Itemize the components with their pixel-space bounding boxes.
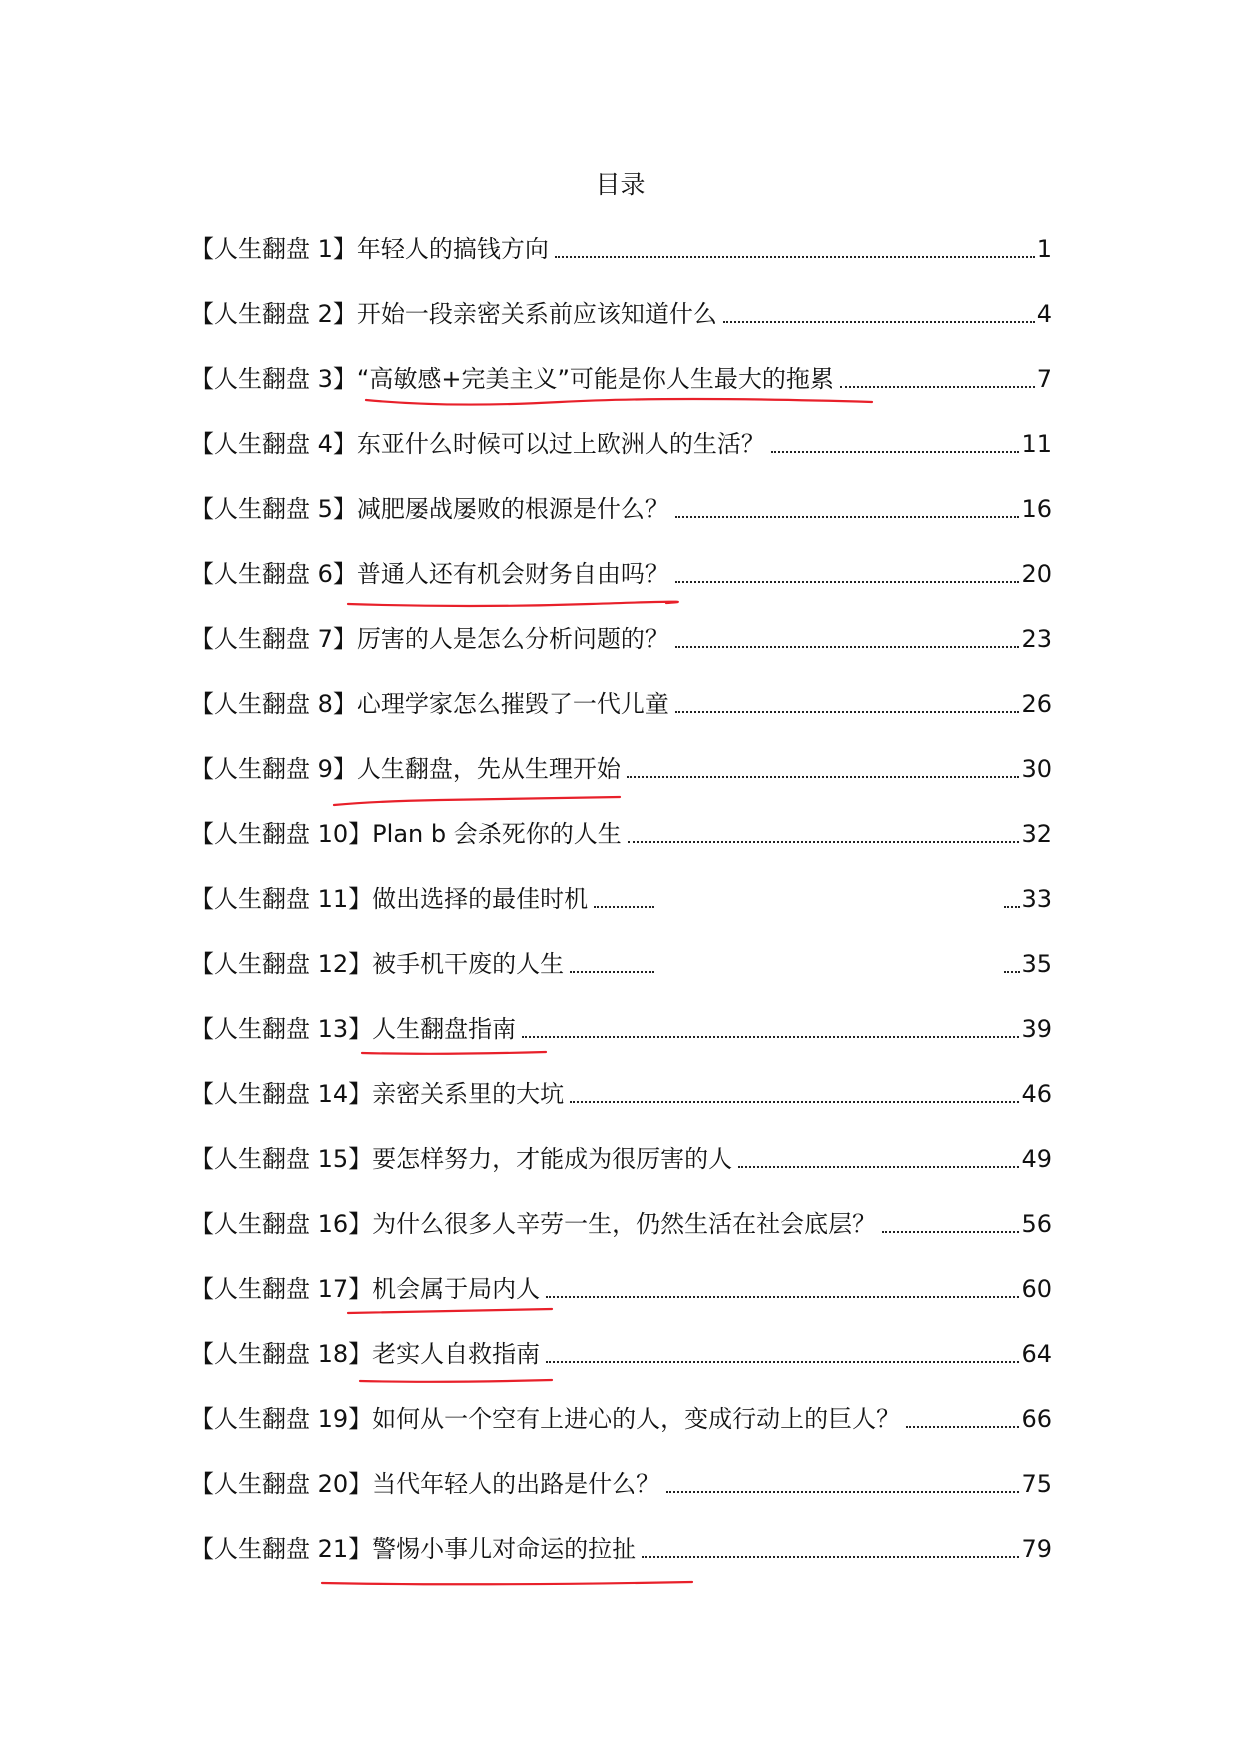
entry-title: 要怎样努力，才能成为很厉害的人: [372, 1145, 733, 1173]
entry-label: 【人生翻盘 11】: [190, 885, 373, 913]
entry-label: 【人生翻盘 20】: [190, 1470, 373, 1498]
entry-title: 当代年轻人的出路是什么？: [372, 1470, 661, 1498]
entry-title: 普通人还有机会财务自由吗？: [356, 560, 669, 588]
entry-title: 厉害的人是怎么分析问题的？: [356, 625, 669, 653]
entry-title: 为什么很多人辛劳一生，仍然生活在社会底层？: [372, 1210, 877, 1238]
red-underline: [348, 1309, 552, 1313]
entry-page-number: 26: [1021, 690, 1052, 718]
entry-page-number: 1: [1036, 235, 1052, 263]
entry-title: 被手机干废的人生: [372, 950, 565, 978]
entry-title: 老实人自救指南: [372, 1340, 541, 1368]
entry-page-number: 79: [1021, 1535, 1052, 1563]
red-underline: [322, 1582, 692, 1584]
entry-title: “高敏感+完美主义”可能是你人生最大的拖累: [356, 365, 834, 393]
entry-page-number: 64: [1021, 1340, 1052, 1368]
entry-page-number: 66: [1021, 1405, 1052, 1433]
entry-label: 【人生翻盘 15】: [190, 1145, 373, 1173]
entry-label: 【人生翻盘 13】: [190, 1015, 373, 1043]
entry-label: 【人生翻盘 21】: [190, 1535, 373, 1563]
entry-title: 机会属于局内人: [372, 1275, 541, 1303]
entry-label: 【人生翻盘 16】: [190, 1210, 373, 1238]
entry-label: 【人生翻盘 3】: [190, 365, 357, 393]
entry-title: Plan b 会杀死你的人生: [372, 820, 622, 848]
entry-label: 【人生翻盘 18】: [190, 1340, 373, 1368]
entry-page-number: 60: [1021, 1275, 1052, 1303]
red-underline: [334, 797, 620, 805]
entry-page-number: 49: [1021, 1145, 1052, 1173]
entry-label: 【人生翻盘 10】: [190, 820, 373, 848]
entry-page-number: 20: [1021, 560, 1052, 588]
entry-label: 【人生翻盘 8】: [190, 690, 357, 718]
entry-title: 心理学家怎么摧毁了一代儿童: [356, 690, 669, 718]
entry-page-number: 35: [1021, 950, 1052, 978]
entry-page-number: 11: [1021, 430, 1052, 458]
entry-page-number: 4: [1036, 300, 1052, 328]
entry-title: 开始一段亲密关系前应该知道什么: [356, 300, 717, 328]
entry-page-number: 23: [1021, 625, 1052, 653]
entry-page-number: 7: [1036, 365, 1052, 393]
entry-page-number: 56: [1021, 1210, 1052, 1238]
entry-label: 【人生翻盘 2】: [190, 300, 357, 328]
entry-label: 【人生翻盘 5】: [190, 495, 357, 523]
entry-title: 亲密关系里的大坑: [372, 1080, 565, 1108]
entry-title: 如何从一个空有上进心的人，变成行动上的巨人？: [372, 1405, 901, 1433]
entry-title: 警惕小事儿对命运的拉扯: [372, 1535, 637, 1563]
entry-title: 东亚什么时候可以过上欧洲人的生活？: [356, 430, 765, 458]
red-underline: [360, 1380, 552, 1382]
entry-label: 【人生翻盘 9】: [190, 755, 357, 783]
entry-label: 【人生翻盘 14】: [190, 1080, 373, 1108]
entry-label: 【人生翻盘 1】: [190, 235, 357, 263]
entry-page-number: 30: [1021, 755, 1052, 783]
entry-page-number: 46: [1021, 1080, 1052, 1108]
entry-label: 【人生翻盘 7】: [190, 625, 357, 653]
entry-label: 【人生翻盘 6】: [190, 560, 357, 588]
entry-title: 减肥屡战屡败的根源是什么？: [356, 495, 669, 523]
entry-title: 年轻人的搞钱方向: [356, 235, 549, 263]
toc-title: 目录: [595, 170, 646, 199]
red-underline: [366, 399, 872, 405]
red-underline: [362, 1052, 546, 1054]
entry-label: 【人生翻盘 4】: [190, 430, 357, 458]
red-underline: [348, 602, 678, 606]
entry-label: 【人生翻盘 17】: [190, 1275, 373, 1303]
entry-label: 【人生翻盘 19】: [190, 1405, 373, 1433]
entry-page-number: 75: [1021, 1470, 1052, 1498]
entry-page-number: 32: [1021, 820, 1052, 848]
entry-title: 人生翻盘指南: [372, 1015, 517, 1043]
entry-label: 【人生翻盘 12】: [190, 950, 373, 978]
entry-page-number: 33: [1021, 885, 1052, 913]
entry-title: 人生翻盘，先从生理开始: [356, 755, 621, 783]
entry-title: 做出选择的最佳时机: [372, 885, 589, 913]
entry-page-number: 16: [1021, 495, 1052, 523]
entry-page-number: 39: [1021, 1015, 1052, 1043]
